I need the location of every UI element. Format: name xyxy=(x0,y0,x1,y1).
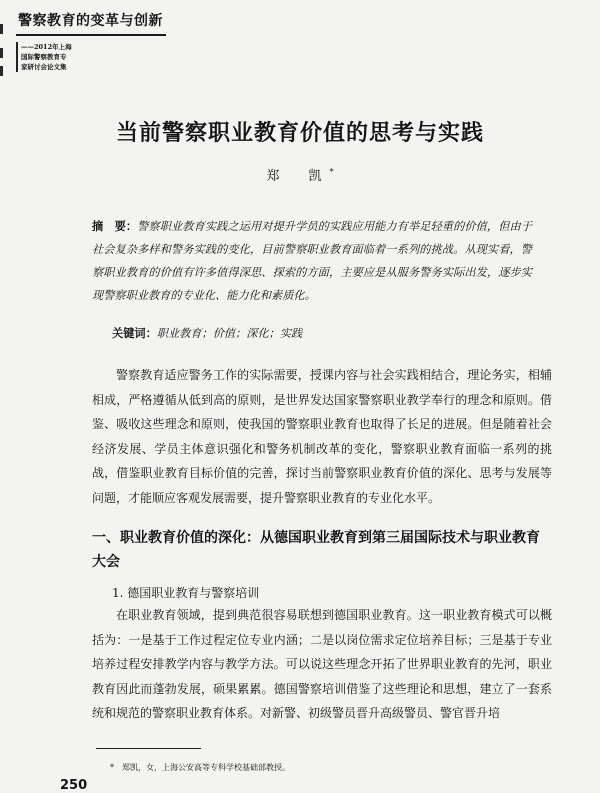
series-subtitle xyxy=(16,42,92,72)
author-footnote-mark: * xyxy=(329,167,334,177)
series-line: 家研讨会论文集 xyxy=(21,63,67,71)
series-bar xyxy=(16,42,18,72)
footnote: * 郑凯，女，上海公安高等专科学校基础部教授。 xyxy=(110,763,290,772)
binding-mark xyxy=(0,24,3,34)
abstract-label: 摘 要： xyxy=(92,220,138,233)
footnote-rule xyxy=(96,748,201,749)
abstract-text: 警察职业教育实践之运用对提升学员的实践应用能力有举足轻重的价值，但由于社会复杂多样和警务实践的变化，目前警察职业教育面临着一系列的挑战。从现实看，警察职业教育的价值有许多值得深思、探索的方面，主要应是从服务警务实际出发，逐步实现警察职业教育的专业化、能力化和素质化。 xyxy=(92,220,532,302)
book-title: 警察教育的变革与创新 xyxy=(18,13,163,29)
header-rule xyxy=(16,34,166,36)
series-line: ——2012年上海 xyxy=(21,43,72,51)
author-line xyxy=(0,165,600,184)
body-paragraph: 在职业教育领域，提到典范很容易联想到德国职业教育。这一职业教育模式可以概括为：一是基于工作过程定位专业内涵；二是以岗位需求定位培养目标；三是基于专业培养过程安排教学内容与教学方法。可以说这些理念开拓了世界职业教育的先河，职业教育因此而蓬勃发展，硕果累累。德国警察培训借鉴了这些理论和思想，建立了一套系统和规范的警察职业教育体系。对新警、初级警员晋升高级警员、警官晋升培 xyxy=(92,608,552,720)
keywords xyxy=(112,324,302,344)
author-name: 郑 凯 xyxy=(266,169,330,184)
running-header xyxy=(18,10,163,30)
section-heading: 一、职业教育价值的深化：从德国职业教育到第三届国际技术与职业教育大会 xyxy=(92,530,540,570)
keywords-label: 关键词： xyxy=(112,327,157,340)
binding-mark xyxy=(0,48,3,58)
subsection-heading: 1. 德国职业教育与警察培训 xyxy=(112,586,260,600)
series-line: 国际警察教育专 xyxy=(21,53,67,61)
body-paragraph: 警察教育适应警务工作的实际需要，授课内容与社会实践相结合，理论务实，相辅相成，严格遵循从低到高的原则，是世界发达国家警察职业教学奉行的理念和原则。借鉴、吸收这些理念和原则，使我国的警察职业教育也取得了长足的进展。但是随着社会经济发展、学员主体意识强化和警务机制改革的变化，警察职业教育面临一系列的挑战，借鉴职业教育目标价值的完善，探讨当前警察职业教育价值的深化、思考与发展等问题，才能顺应客观发展需要，提升警察职业教育的专业化水平。 xyxy=(92,368,552,505)
article-title: 当前警察职业教育价值的思考与实践 xyxy=(115,121,484,146)
keywords-text: 职业教育；价值；深化；实践 xyxy=(156,327,303,340)
abstract xyxy=(92,215,532,307)
page-number: 250 xyxy=(60,778,88,793)
binding-mark xyxy=(0,66,3,76)
